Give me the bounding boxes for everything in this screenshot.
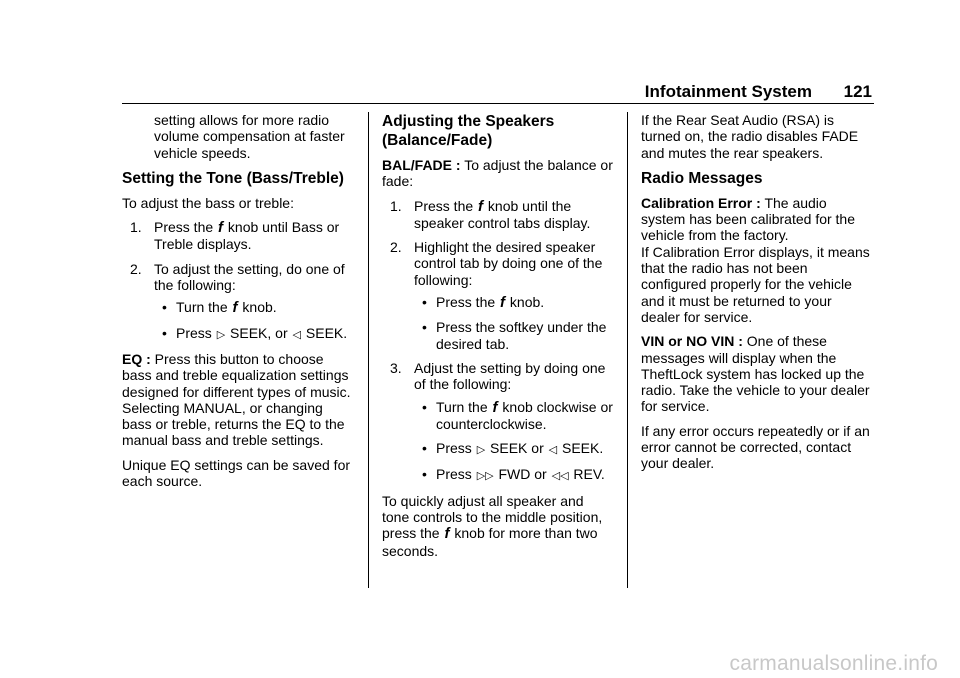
step-number: 3. [390,359,402,376]
bullet-text: knob. [509,294,545,311]
vin-paragraph [641,333,874,414]
bullet-text: SEEK. [305,324,348,341]
heading-tone: Setting the Tone (Bass/Treble) [122,169,344,187]
bullet: • [422,319,427,336]
balfade-term: BAL/FADE : [382,157,461,173]
column-1 [122,112,354,497]
bullet-text: knob. [242,299,277,316]
calibration-paragraph [641,195,874,244]
step-text: Press the [154,219,214,236]
list-item [122,261,354,343]
bullet: • [162,299,167,316]
bullet-text: Press [436,440,472,457]
continued-paragraph: setting allows for more radio volume compensation at faster vehicle speeds. [154,112,345,161]
section-title: Infotainment System [644,82,812,101]
bullet: • [422,466,427,483]
tone-knob-icon: f [492,398,498,416]
seek-down-icon: ◁ [292,328,301,341]
step-number: 2. [130,260,142,277]
seek-up-icon: ▷ [476,444,486,457]
eq-term: EQ : [122,350,151,367]
calibration-more: If Calibration Error displays, it means that the radio has not been configured properly for the vehicle and it must be returned to your dealer for service. [641,243,870,325]
list-item [154,325,354,343]
vin-term: VIN or NO VIN : [641,333,743,350]
bullet-text: knob clockwise or counterclockwise. [436,398,613,432]
page-header [122,82,874,102]
tone-knob-icon: f [478,197,484,215]
eq-text: Press this button to choose bass and treble equalization settings designed for different types of music. Selecting MANUAL, or changing bass or treble, returns the EQ to the manual bass and treble settings. [122,350,351,449]
bullet: • [422,294,427,311]
highlight-options [414,294,614,352]
column-3 [641,112,874,480]
column-divider-1 [368,112,369,588]
header-rule [122,103,874,104]
column-2 [382,112,614,567]
list-item [414,399,614,433]
bullet-text: Press the softkey under the desired tab. [436,319,607,352]
heading-radio-messages: Radio Messages [641,169,763,187]
step-number: 1. [130,219,142,236]
bullet-text: Press the [436,294,496,311]
bullet-text: SEEK. [562,440,604,457]
bullet-text: Press [176,324,212,341]
tone-knob-icon: f [500,294,506,312]
list-item [414,319,614,352]
list-item [414,440,614,458]
bullet-text: SEEK or [490,440,544,457]
vin-text: One of these messages will display when the TheftLock system has locked up the radio. Take the vehicle to your dealer for service. [641,333,870,415]
step-text: Highlight the desired speaker control tab by doing one of the following: [414,239,603,288]
balfade-paragraph [382,157,614,190]
step-text: To adjust the setting, do one of the following: [154,260,345,294]
rewind-icon: ◁◁ [551,470,569,483]
page-number: 121 [843,82,872,101]
bullet: • [422,398,427,415]
list-item [382,239,614,352]
bullet: • [422,440,427,457]
fast-forward-icon: ▷▷ [476,470,494,483]
bullet-text: FWD or [498,466,547,483]
seek-up-icon: ▷ [216,328,226,341]
calibration-text: The audio system has been calibrated for the vehicle from the factory. [641,194,856,244]
paragraph-text: To quickly adjust all speaker and tone controls to the middle position, press the [382,492,603,542]
tone-knob-icon: f [232,299,238,317]
heading-speakers: Adjusting the Speakers (Balance/Fade) [382,113,555,149]
list-item [414,466,614,484]
eq-paragraph [122,351,354,449]
error-paragraph: If any error occurs repeatedly or if an error cannot be corrected, contact your dealer. [641,422,870,472]
bullet-text: Turn the [176,299,228,316]
rsa-paragraph: If the Rear Seat Audio (RSA) is turned on, the radio disables FADE and mutes the rear speakers. [641,112,859,161]
balfade-text: To adjust the balance or fade: [382,157,613,190]
tone-options [154,299,354,343]
adjust-options [414,399,614,485]
paragraph-text: knob for more than two seconds. [382,525,598,559]
calibration-term: Calibration Error : [641,194,761,211]
step-text: Press the [414,197,474,214]
speaker-steps [382,198,614,485]
tone-steps [122,219,354,343]
list-item [382,198,614,232]
step-number: 1. [390,197,402,214]
bullet-text: Turn the [436,398,488,415]
watermark: carmanualsonline.info [729,652,938,675]
step-text: knob until Bass or Treble displays. [154,219,340,253]
list-item [122,219,354,253]
step-text: knob until the speaker control tabs display. [414,197,591,231]
list-item [414,294,614,311]
middle-position-paragraph [382,493,614,559]
step-number: 2. [390,239,402,256]
bullet-text: SEEK, or [230,324,288,341]
bullet-text: Press [436,466,472,483]
tone-knob-icon: f [444,525,450,543]
eq-note: Unique EQ settings can be saved for each source. [122,456,351,490]
list-item [382,360,614,485]
bullet: • [162,324,167,341]
column-divider-2 [627,112,628,588]
seek-down-icon: ◁ [548,444,558,457]
step-text: Adjust the setting by doing one of the following: [414,359,606,393]
tone-knob-icon: f [218,219,224,237]
tone-intro: To adjust the bass or treble: [122,194,294,211]
list-item [154,299,354,316]
bullet-text: REV. [573,466,605,483]
